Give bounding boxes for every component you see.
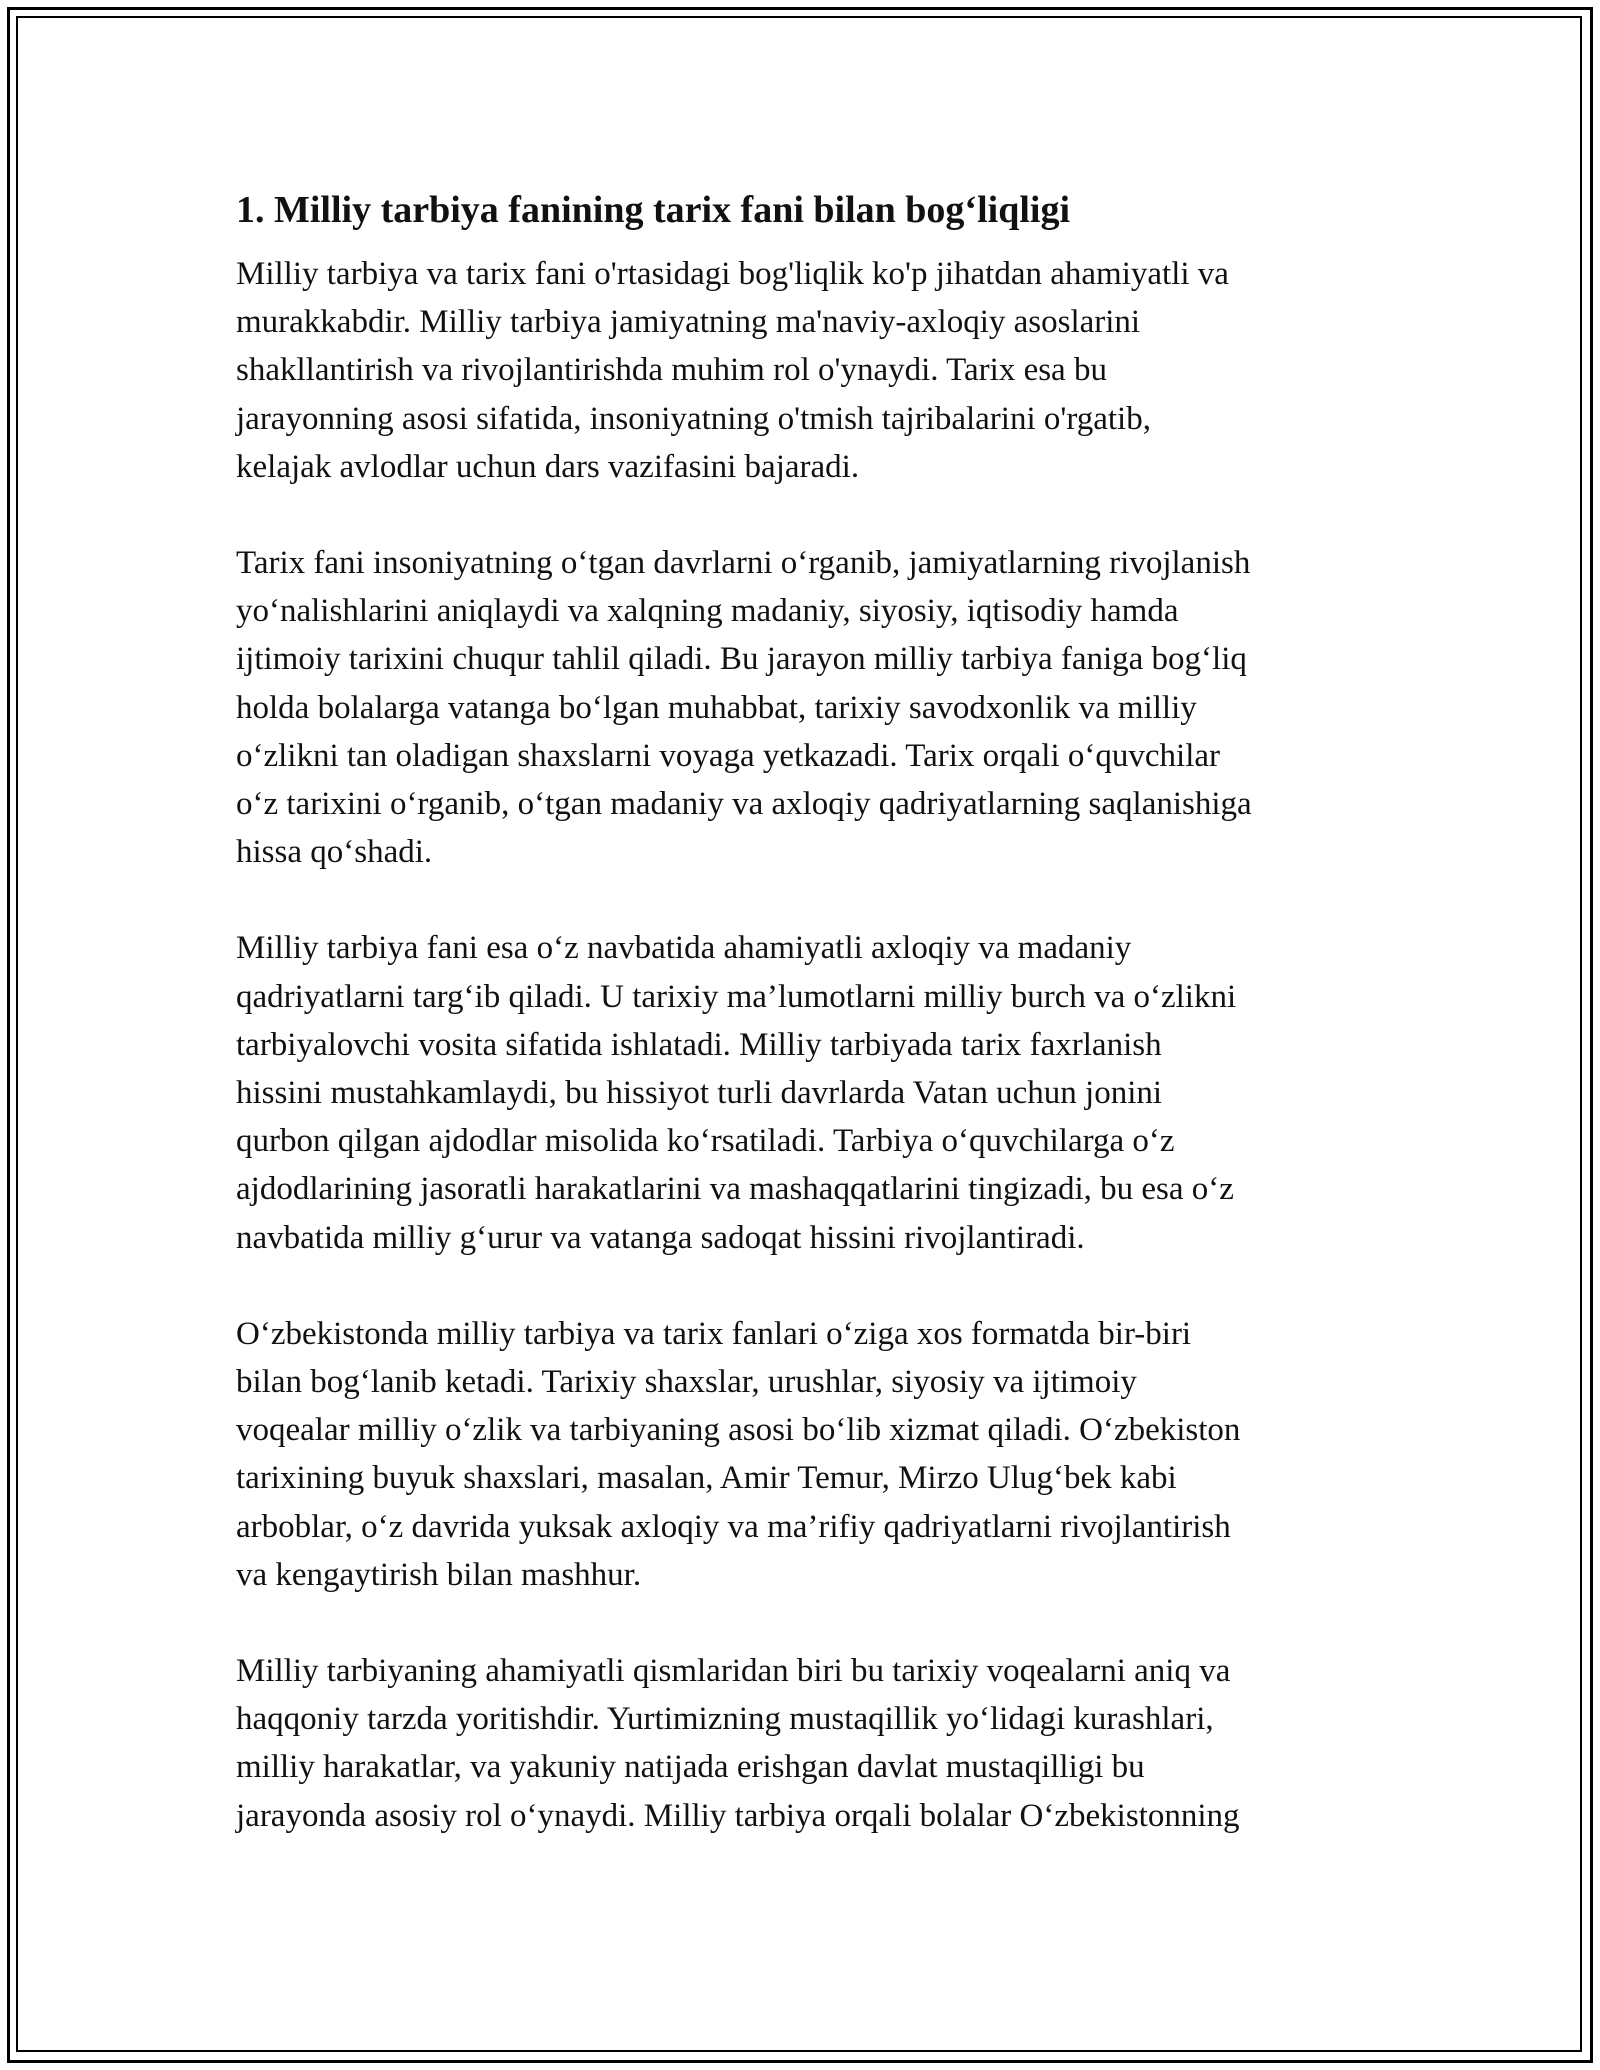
- paragraph-line: jarayonning asosi sifatida, insoniyatning o'tmish tajribalarini o'rgatib,: [236, 400, 1151, 437]
- paragraph-line: o‘z tarixini o‘rganib, o‘tgan madaniy va axloqiy qadriyatlarning saqlanishiga: [236, 786, 1252, 823]
- paragraph-line: murakkabdir. Milliy tarbiya jamiyatning ma'naviy-axloqiy asoslarini: [236, 304, 1141, 341]
- paragraph-line: Tarix fani insoniyatning o‘tgan davrlarni o‘rganib, jamiyatlarning rivojlanish: [236, 545, 1251, 582]
- document-body: [236, 186, 1376, 1888]
- paragraph-line: holda bolalarga vatanga bo‘lgan muhabbat, tarixiy savodxonlik va milliy: [236, 689, 1197, 726]
- paragraph-line: yo‘nalishlarini aniqlaydi va xalqning madaniy, siyosiy, iqtisodiy hamda: [236, 593, 1179, 630]
- section-heading: 1. Milliy tarbiya fanining tarix fani bilan bog‘liqligi: [236, 189, 1070, 231]
- paragraph-line: va kengaytirish bilan mashhur.: [236, 1556, 642, 1593]
- paragraph-line: ijtimoiy tarixini chuqur tahlil qiladi. Bu jarayon milliy tarbiya faniga bog‘liq: [236, 641, 1247, 678]
- paragraph-line: Milliy tarbiyaning ahamiyatli qismlaridan biri bu tarixiy voqealarni aniq va: [236, 1653, 1231, 1690]
- paragraph-line: kelajak avlodlar uchun dars vazifasini bajaradi.: [236, 448, 860, 485]
- paragraph-3: [236, 924, 1376, 1261]
- paragraph-line: tarixining buyuk shaxslari, masalan, Amir Temur, Mirzo Ulug‘bek kabi: [236, 1460, 1177, 1497]
- paragraph-line: ajdodlarining jasoratli harakatlarini va mashaqqatlarini tingizadi, bu esa o‘z: [236, 1171, 1234, 1208]
- paragraph-line: hissa qo‘shadi.: [236, 834, 433, 871]
- paragraph-line: jarayonda asosiy rol o‘ynaydi. Milliy tarbiya orqali bolalar O‘zbekistonning: [236, 1797, 1240, 1834]
- paragraph-1: [236, 250, 1376, 491]
- paragraph-5: [236, 1647, 1376, 1840]
- paragraph-line: tarbiyalovchi vosita sifatida ishlatadi. Milliy tarbiyada tarix faxrlanish: [236, 1026, 1162, 1063]
- paragraph-line: voqealar milliy o‘zlik va tarbiyaning asosi bo‘lib xizmat qiladi. O‘zbekiston: [236, 1412, 1241, 1449]
- paragraph-line: o‘zlikni tan oladigan shaxslarni voyaga yetkazadi. Tarix orqali o‘quvchilar: [236, 737, 1221, 774]
- paragraph-4: [236, 1310, 1376, 1599]
- paragraph-line: shakllantirish va rivojlantirishda muhim rol o'ynaydi. Tarix esa bu: [236, 352, 1107, 389]
- paragraph-line: hissini mustahkamlaydi, bu hissiyot turli davrlarda Vatan uchun jonini: [236, 1075, 1163, 1112]
- paragraph-line: navbatida milliy g‘urur va vatanga sadoqat hissini rivojlantiradi.: [236, 1219, 1085, 1256]
- paragraph-line: milliy harakatlar, va yakuniy natijada erishgan davlat mustaqilligi bu: [236, 1749, 1145, 1786]
- paragraph-line: Milliy tarbiya va tarix fani o'rtasidagi bog'liqlik ko'p jihatdan ahamiyatli va: [236, 256, 1229, 292]
- paragraph-line: qurbon qilgan ajdodlar misolida ko‘rsatiladi. Tarbiya o‘quvchilarga o‘z: [236, 1123, 1175, 1160]
- paragraph-line: bilan bog‘lanib ketadi. Tarixiy shaxslar, urushlar, siyosiy va ijtimoiy: [236, 1364, 1137, 1401]
- paragraph-line: Milliy tarbiya fani esa o‘z navbatida ahamiyatli axloqiy va madaniy: [236, 930, 1132, 967]
- paragraph-2: [236, 539, 1376, 876]
- paragraph-line: O‘zbekistonda milliy tarbiya va tarix fanlari o‘ziga xos formatda bir-biri: [236, 1315, 1192, 1352]
- paragraph-line: qadriyatlarni targ‘ib qiladi. U tarixiy ma’lumotlarni milliy burch va o‘zlikni: [236, 978, 1237, 1015]
- paragraph-line: haqqoniy tarzda yoritishdir. Yurtimizning mustaqillik yo‘lidagi kurashlari,: [236, 1701, 1214, 1738]
- paragraph-line: arboblar, o‘z davrida yuksak axloqiy va ma’rifiy qadriyatlarni rivojlantirish: [236, 1508, 1231, 1545]
